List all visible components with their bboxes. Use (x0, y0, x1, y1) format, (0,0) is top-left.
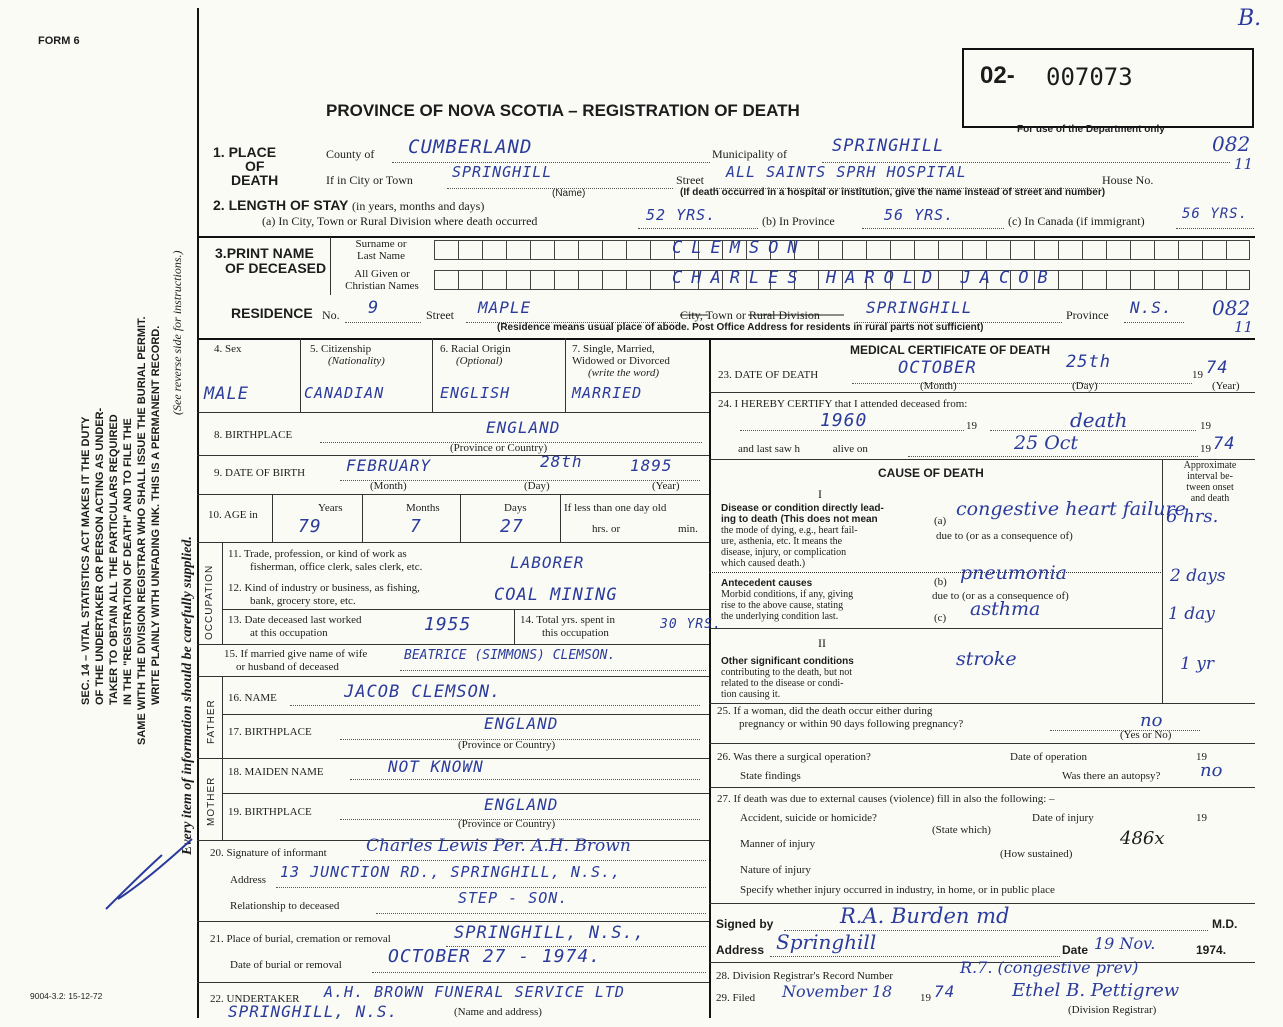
letter-box (962, 240, 986, 260)
trade-value[interactable]: LABORER (510, 553, 585, 572)
undertaker-address[interactable]: SPRINGHILL, N.S. (228, 1002, 399, 1021)
manner-label: Manner of injury (740, 838, 816, 850)
disease-label-3: the mode of dying, e.g., heart fail- (721, 525, 858, 536)
pen-stroke (100, 835, 200, 915)
certify-label: 24. I HEREBY CERTIFY that I attended deceased from: (718, 398, 968, 410)
letter-box (1154, 240, 1178, 260)
attended-from-year: 19 (966, 420, 977, 432)
cause-title: CAUSE OF DEATH (878, 466, 984, 480)
residence-town-label: City, Town or Rural Division (680, 308, 820, 322)
age-months[interactable]: 7 (410, 516, 422, 537)
attended-to-year: 19 (1200, 420, 1211, 432)
surname-label-1: Surname or (355, 238, 407, 250)
letter-box (1130, 240, 1154, 260)
city-label: If in City or Town (326, 173, 413, 187)
dept-code-1b: 11 (1234, 155, 1254, 173)
signed-value[interactable]: R.A. Burden md (840, 904, 1010, 928)
total-years-value[interactable]: 30 YRS. (660, 617, 722, 632)
injury-year: 19 (1196, 812, 1207, 824)
date-label: Date (1062, 943, 1089, 957)
antecedent-label (721, 578, 853, 622)
antecedent-label-3: rise to the above cause, stating (721, 600, 844, 611)
interval-1: Approximate (1183, 460, 1237, 471)
letter-box (1106, 240, 1130, 260)
letter-box (1034, 240, 1058, 260)
other-label-3: related to the disease or condi- (721, 678, 844, 689)
residence-no[interactable]: 9 (368, 298, 380, 318)
age-days[interactable]: 27 (500, 516, 524, 537)
years-label: Years (318, 502, 343, 514)
letter-box (866, 240, 890, 260)
letter-box (554, 270, 578, 290)
letter-box (434, 270, 458, 290)
q25-label (717, 705, 963, 731)
due-to-1: due to (or as a consequence of) (936, 530, 1073, 542)
father-name-label: 16. NAME (228, 692, 277, 704)
antecedent-label-2: Morbid conditions, if any, giving (721, 589, 854, 600)
birthplace-label: 8. BIRTHPLACE (214, 429, 293, 441)
relationship-label: Relationship to deceased (230, 900, 340, 912)
stay-c-label: (c) In Canada (if immigrant) (1008, 214, 1145, 228)
letter-box (842, 240, 866, 260)
spouse-label-1: 15. If married give name of wife (224, 648, 368, 660)
disease-label-4: ure, asthenia, etc. It means the (721, 536, 843, 547)
name-label (215, 246, 326, 276)
autopsy-value[interactable]: no (1200, 760, 1223, 781)
reg-number: 007073 (1046, 63, 1133, 91)
citizenship-value[interactable]: CANADIAN (304, 384, 385, 402)
mother-birthplace[interactable]: ENGLAND (484, 795, 559, 814)
md-label: M.D. (1212, 917, 1238, 931)
letter-box (1202, 270, 1226, 290)
citizenship-sub: (Nationality) (328, 355, 385, 367)
last-worked-label-2: at this occupation (250, 627, 328, 639)
letter-box (890, 240, 914, 260)
place-label-3: DEATH (231, 172, 279, 188)
place-num: 1. (213, 144, 225, 160)
stay-a-value[interactable]: 52 YRS. (646, 206, 717, 224)
medical-title: MEDICAL CERTIFICATE OF DEATH (850, 343, 1050, 357)
stay-title: LENGTH OF STAY (228, 197, 349, 213)
findings-label: State findings (740, 770, 801, 782)
strike-marks (680, 306, 880, 320)
disease-label-5: disease, injury, or complication (721, 547, 847, 558)
letter-box (1154, 270, 1178, 290)
form-code: 9004-3.2: 15-12-72 (30, 991, 103, 1001)
relationship-value[interactable]: STEP - SON. (458, 889, 569, 907)
dod-year[interactable]: 74 (1206, 358, 1229, 378)
letter-box (1130, 270, 1154, 290)
place-label-2: OF (245, 158, 265, 174)
marital-label (572, 343, 670, 379)
cause-b-marker: (b) (934, 576, 947, 588)
father-birthplace[interactable]: ENGLAND (484, 714, 559, 733)
letter-box (602, 240, 626, 260)
letter-box (1010, 240, 1034, 260)
name-label-2: OF DECEASED (225, 260, 327, 276)
filed-year[interactable]: 74 (934, 982, 956, 1001)
stay-b-label: (b) In Province (762, 214, 835, 228)
residence-town[interactable]: SPRINGHILL (866, 298, 973, 317)
father-birthplace-label: 17. BIRTHPLACE (228, 726, 312, 738)
dob-day[interactable]: 28th (540, 452, 583, 471)
side-instruction-4: IN THE "REGISTRATION OF DEATH" AND TO FILE THE (122, 418, 134, 705)
nature-label: Nature of injury (740, 864, 811, 876)
letter-box (626, 240, 650, 260)
side-instruction-8: Every item of information should be carefully supplied. (180, 536, 195, 855)
stamp-code: 486x (1120, 828, 1165, 849)
cause-a[interactable]: congestive heart failure (956, 498, 1186, 520)
op-year: 19 (1196, 751, 1207, 763)
dod-label: 23. DATE OF DEATH (718, 369, 819, 381)
disease-label-6: which caused death.) (721, 558, 806, 569)
letter-box (818, 240, 842, 260)
dob-month-caption: (Month) (370, 480, 407, 492)
county-label: County of (326, 147, 375, 161)
marital-sub: (write the word) (588, 367, 660, 379)
mother-maiden-label: 18. MAIDEN NAME (228, 766, 324, 778)
date-value[interactable]: 19 Nov. (1094, 934, 1156, 953)
mother-birthplace-label: 19. BIRTHPLACE (228, 806, 312, 818)
other-label-4: tion causing it. (721, 689, 781, 700)
min-label: min. (678, 523, 698, 535)
registrar-signature[interactable]: Ethel B. Pettigrew (1012, 980, 1180, 1001)
other-label (721, 656, 854, 700)
divider-section-4 (197, 338, 1255, 340)
page-title: PROVINCE OF NOVA SCOTIA – REGISTRATION OF DEATH (326, 101, 800, 120)
dept-code-2: 082 (1212, 296, 1251, 320)
birthplace-value[interactable]: ENGLAND (486, 418, 561, 437)
accident-label: Accident, suicide or homicide? (740, 812, 877, 824)
registration-number-box (962, 48, 1254, 128)
letter-box (1178, 270, 1202, 290)
letter-box (602, 270, 626, 290)
birthplace-caption: (Province or Country) (450, 442, 548, 454)
how-sustained-caption: (How sustained) (1000, 848, 1073, 860)
letter-box (458, 270, 482, 290)
letter-box (1082, 240, 1106, 260)
letter-box (482, 240, 506, 260)
corner-mark: B. (1238, 6, 1262, 31)
letter-box (1082, 270, 1106, 290)
dept-only-note: For use of the Department only (1017, 124, 1165, 135)
industry-label (228, 582, 420, 608)
letter-box (650, 240, 674, 260)
letter-box (434, 240, 458, 260)
spouse-value[interactable]: BEATRICE (SIMMONS) CLEMSON. (404, 648, 616, 663)
hospital-note: (If death occurred in a hospital or institution, give the name instead of street and number) (680, 187, 1106, 198)
date-year: 1974. (1196, 943, 1227, 957)
informant-signature[interactable]: Charles Lewis Per. A.H. Brown (366, 836, 631, 856)
street-value[interactable]: ALL SAINTS SPRH HOSPITAL (726, 163, 967, 181)
interval-other[interactable]: 1 yr (1180, 654, 1214, 674)
age-label: 10. AGE in (208, 509, 258, 521)
letter-box (554, 240, 578, 260)
registrar-caption: (Division Registrar) (1068, 1004, 1157, 1016)
q25-value[interactable]: no (1140, 710, 1163, 731)
cause-a-marker: (a) (934, 515, 947, 527)
dod-year-pre: 19 (1192, 369, 1203, 381)
spouse-label (224, 648, 367, 674)
racial-label-text: 6. Racial Origin (440, 343, 511, 355)
letter-box (1226, 240, 1250, 260)
autopsy-label: Was there an autopsy? (1062, 770, 1161, 782)
yes-no-caption: (Yes or No) (1120, 729, 1172, 741)
marital-label-1: 7. Single, Married, (572, 343, 655, 355)
other-condition[interactable]: stroke (956, 648, 1017, 670)
house-label: House No. (1102, 173, 1154, 187)
stay-b-value[interactable]: 56 YRS. (884, 206, 955, 224)
residence-province-label: Province (1066, 308, 1109, 322)
dept-code-2b: 11 (1234, 318, 1254, 336)
letter-box (914, 240, 938, 260)
side-instruction-2: OF THE UNDERTAKER OR PERSON ACTING AS UNDER- (94, 407, 106, 705)
given-label (332, 268, 432, 292)
other-label-2: contributing to the death, but not (721, 667, 853, 678)
stay-c-value[interactable]: 56 YRS. (1182, 206, 1249, 222)
due-to-2: due to (or as a consequence of) (932, 590, 1069, 602)
dod-month[interactable]: OCTOBER (898, 358, 977, 378)
dob-year[interactable]: 1895 (630, 456, 673, 475)
record-value[interactable]: R.7. (congestive prev) (960, 958, 1139, 977)
letter-box (458, 240, 482, 260)
marital-label-2: Widowed or Divorced (572, 355, 670, 367)
sex-value[interactable]: MALE (204, 384, 249, 404)
residence-label: RESIDENCE (231, 305, 313, 321)
letter-box (1106, 270, 1130, 290)
father-name[interactable]: JACOB CLEMSON. (344, 682, 502, 702)
surname-value[interactable]: CLEMSON (672, 238, 807, 258)
street-label: Street (676, 173, 704, 187)
part-i-label: I (818, 487, 822, 501)
stay-a-label: (a) In City, Town or Rural Division where death occurred (262, 214, 538, 228)
form-left-border (197, 8, 199, 1018)
letter-box (506, 270, 530, 290)
stay-num: 2. (213, 197, 225, 213)
months-label: Months (406, 502, 440, 514)
interval-c[interactable]: 1 day (1168, 604, 1215, 624)
municipality-value[interactable]: SPRINGHILL (832, 136, 945, 156)
dob-month[interactable]: FEBRUARY (346, 456, 432, 475)
burial-place-label: 21. Place of burial, cremation or removal (210, 933, 391, 945)
interval-a[interactable]: 6 hrs. (1166, 506, 1219, 527)
days-label: Days (504, 502, 527, 514)
letter-box (1202, 240, 1226, 260)
last-saw-label-2: alive on (832, 443, 868, 455)
address-value[interactable]: Springhill (776, 930, 877, 954)
specify-label: Specify whether injury occurred in industry, in home, or in public place (740, 884, 1055, 896)
letter-box (938, 240, 962, 260)
interval-3: tween onset (1186, 482, 1234, 493)
place-of-death-label (213, 145, 278, 187)
q26-label: 26. Was there a surgical operation? (717, 751, 871, 763)
undertaker-label: 22. UNDERTAKER (210, 993, 300, 1005)
residence-no-label: No. (322, 308, 340, 322)
cause-c[interactable]: asthma (970, 598, 1041, 620)
undertaker-caption: (Name and address) (454, 1006, 542, 1018)
trade-label-2: fisherman, office clerk, sales clerk, etc. (250, 561, 423, 573)
attended-from[interactable]: 1960 (820, 410, 868, 431)
residence-province[interactable]: N.S. (1130, 298, 1173, 317)
total-years-label-2: this occupation (542, 627, 609, 639)
mother-birthplace-caption: (Province or Country) (458, 818, 556, 830)
name-caption: (Name) (552, 188, 586, 199)
q25-label-2: pregnancy or within 90 days following pregnancy? (739, 718, 964, 730)
filed-value[interactable]: November 18 (782, 982, 893, 1001)
industry-label-1: 12. Kind of industry or business, as fishing, (228, 582, 420, 594)
interval-b[interactable]: 2 days (1170, 566, 1226, 586)
last-saw-year-pre: 19 (1200, 443, 1211, 455)
interval-4: and death (1190, 493, 1230, 504)
other-label-1: Other significant conditions (721, 656, 854, 667)
industry-label-2: bank, grocery store, etc. (250, 595, 356, 607)
informant-address-label: Address (230, 874, 267, 886)
q25-label-1: 25. If a woman, did the death occur either during (717, 705, 933, 717)
surname-grid (434, 240, 1250, 260)
stay-label (213, 197, 484, 214)
last-saw-value[interactable]: 25 Oct (1014, 432, 1079, 454)
residence-street-label: Street (426, 308, 454, 322)
surname-label-2: Last Name (357, 250, 405, 262)
signed-label: Signed by (716, 917, 774, 931)
center-divider (709, 338, 711, 1018)
side-instruction-3: TAKER TO OBTAIN ALL THE PARTICULARS REQUIRED (108, 414, 120, 705)
disease-label-1: Disease or condition directly lead- (721, 503, 884, 514)
father-side-label: FATHER (206, 699, 217, 744)
racial-value[interactable]: ENGLISH (440, 384, 511, 402)
filed-label: 29. Filed (716, 992, 756, 1004)
age-years[interactable]: 79 (298, 516, 322, 537)
racial-sub: (Optional) (456, 355, 503, 367)
letter-box (1058, 270, 1082, 290)
dob-label: 9. DATE OF BIRTH (214, 467, 306, 479)
part-ii-label: II (818, 636, 826, 650)
side-instruction-6: WRITE PLAINLY WITH UNFADING INK. THIS IS A PERMANENT RECORD. (150, 325, 162, 705)
state-which-caption: (State which) (932, 824, 991, 836)
industry-value[interactable]: COAL MINING (494, 585, 618, 605)
total-years-label-1: 14. Total yrs. spent in (520, 614, 615, 626)
cause-c-marker: (c) (934, 612, 947, 624)
dod-month-caption: (Month) (920, 380, 957, 392)
last-saw-year[interactable]: 74 (1213, 434, 1236, 454)
record-label: 28. Division Registrar's Record Number (716, 970, 894, 982)
spouse-label-2: or husband of deceased (236, 661, 339, 673)
cause-b[interactable]: pneumonia (960, 562, 1067, 584)
letter-box (1226, 270, 1250, 290)
surname-label (336, 238, 426, 262)
mother-side-label: MOTHER (206, 776, 217, 826)
antecedent-label-1: Antecedent causes (721, 578, 813, 589)
name-num: 3. (215, 245, 227, 261)
dod-day-caption: (Day) (1072, 380, 1098, 392)
letter-box (530, 240, 554, 260)
given-value[interactable]: CHARLES HAROLD JACOB (672, 268, 1057, 288)
marital-value[interactable]: MARRIED (572, 384, 643, 402)
reg-prefix: 02- (980, 62, 1015, 89)
trade-label (228, 548, 422, 574)
burial-place[interactable]: SPRINGHILL, N.S., (454, 923, 645, 943)
letter-box (1178, 240, 1202, 260)
sex-label: 4. Sex (214, 343, 242, 355)
last-worked-value[interactable]: 1955 (424, 614, 472, 635)
dob-day-caption: (Day) (524, 480, 550, 492)
interval-2: interval be- (1187, 471, 1233, 482)
residence-street[interactable]: MAPLE (478, 298, 532, 317)
letter-box (626, 270, 650, 290)
mother-maiden[interactable]: NOT KNOWN (388, 757, 484, 776)
given-label-2: Christian Names (345, 280, 419, 292)
letter-box (1058, 240, 1082, 260)
letter-box (578, 270, 602, 290)
total-years-label (520, 614, 615, 640)
antecedent-label-4: the underlying condition last. (721, 611, 839, 622)
city-value[interactable]: SPRINGHILL (452, 163, 553, 181)
dept-code-1: 082 (1212, 132, 1251, 156)
less-day-label: If less than one day old (564, 502, 667, 514)
citizenship-label (310, 343, 385, 367)
dod-day[interactable]: 25th (1066, 352, 1111, 372)
burial-date[interactable]: OCTOBER 27 - 1974. (388, 946, 602, 967)
side-instruction-7: (See reverse side for instructions.) (170, 250, 184, 415)
county-value[interactable]: CUMBERLAND (408, 136, 533, 158)
disease-label (721, 503, 884, 569)
occupation-side-label: OCCUPATION (204, 564, 215, 640)
side-instruction-1: SEC. 14 – VITAL STATISTICS ACT MAKES IT THE DUTY (80, 416, 92, 705)
dod-year-caption: (Year) (1212, 380, 1240, 392)
attended-to[interactable]: death (1070, 408, 1128, 432)
filed-year-pre: 19 (920, 992, 931, 1004)
hrs-label: hrs. or (592, 523, 621, 535)
municipality-label: Municipality of (712, 147, 787, 161)
last-worked-label-1: 13. Date deceased last worked (228, 614, 362, 626)
informant-address[interactable]: 13 JUNCTION RD., SPRINGHILL, N.S., (280, 863, 622, 881)
address-label: Address (716, 943, 765, 957)
last-saw-label-1: and last saw h (738, 443, 801, 455)
letter-box (530, 270, 554, 290)
undertaker-name[interactable]: A.H. BROWN FUNERAL SERVICE LTD (324, 983, 625, 1001)
letter-box (650, 270, 674, 290)
injury-date-label: Date of injury (1032, 812, 1094, 824)
trade-label-1: 11. Trade, profession, or kind of work as (228, 548, 407, 560)
father-birthplace-caption: (Province or Country) (458, 739, 556, 751)
citizenship-label-text: 5. Citizenship (310, 343, 372, 355)
letter-box (506, 240, 530, 260)
given-label-1: All Given or (354, 268, 410, 280)
letter-box (578, 240, 602, 260)
dob-year-caption: (Year) (652, 480, 680, 492)
letter-box (986, 240, 1010, 260)
name-label-1: PRINT NAME (226, 245, 314, 261)
letter-box (482, 270, 506, 290)
last-saw-label (738, 443, 868, 455)
burial-date-label: Date of burial or removal (230, 959, 342, 971)
residence-note: (Residence means usual place of abode. Post Office Address for residents in rural parts not sufficient) (497, 322, 984, 333)
place-label-1: PLACE (228, 144, 277, 160)
form-number: FORM 6 (38, 35, 80, 47)
racial-label (440, 343, 511, 367)
informant-sig-label: 20. Signature of informant (210, 847, 327, 859)
side-instruction-5: SAME WITH THE DIVISION REGISTRAR WHO SHALL ISSUE THE BURIAL PERMIT. (136, 316, 148, 745)
q27-label: 27. If death was due to external causes (violence) fill in also the following: – (717, 793, 1055, 805)
disease-label-2: ing to death (This does not mean (721, 514, 878, 525)
last-worked-label (228, 614, 361, 640)
stay-paren: (in years, months and days) (352, 199, 485, 213)
op-date-label: Date of operation (1010, 751, 1087, 763)
